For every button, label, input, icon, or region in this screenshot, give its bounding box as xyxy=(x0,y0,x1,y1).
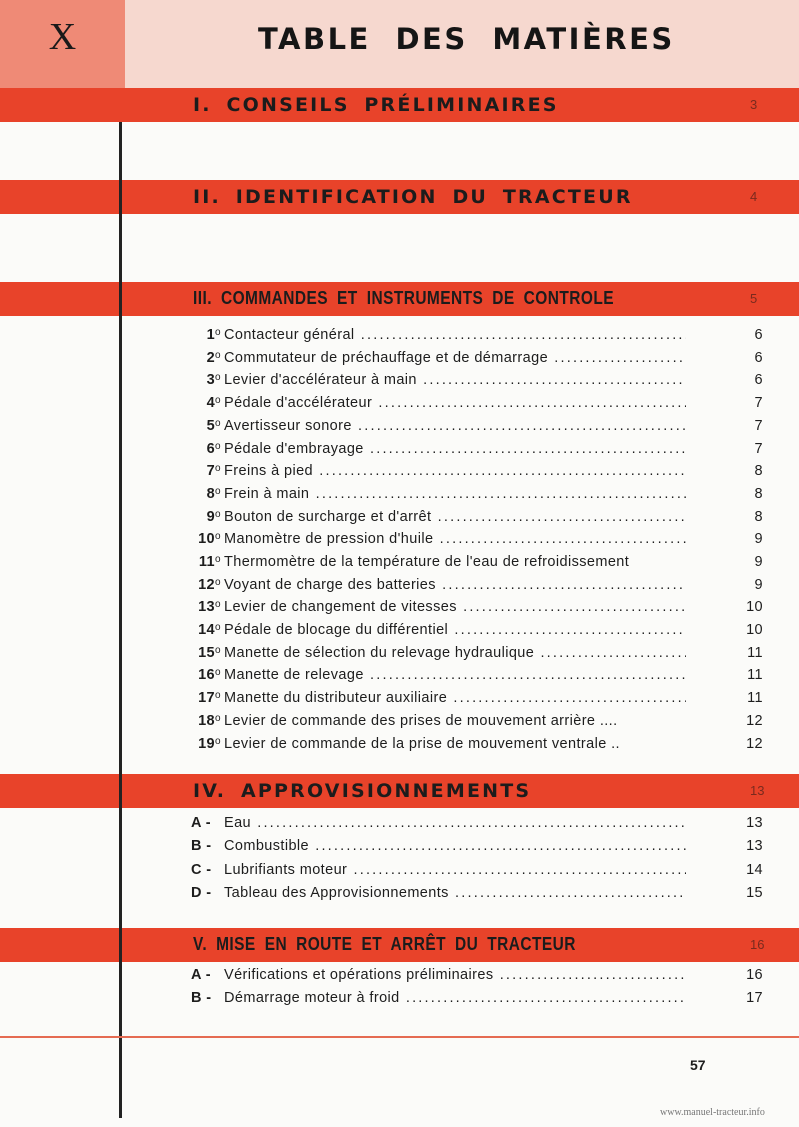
section-page: 3 xyxy=(750,97,758,112)
chapter-tab xyxy=(0,0,125,88)
toc-entry: 6$^o$ Pédale d'embrayage ..... 7 xyxy=(188,441,763,461)
toc-entry: 4$^o$ Pédale d'accélérateur ..... 7 xyxy=(188,395,763,415)
toc-entry: B - Démarrage moteur à froid ..... 17 xyxy=(188,990,763,1010)
toc-entry: 8$^o$ Frein à main ..... 8 xyxy=(188,486,763,506)
section-title: II. IDENTIFICATION DU TRACTEUR xyxy=(193,186,633,208)
toc-entry: 1$^o$ Contacteur général ..... 6 xyxy=(188,327,763,347)
page-number: 57 xyxy=(690,1057,706,1073)
toc-entry: A - Eau ..... 13 xyxy=(188,815,763,835)
toc-entry: 16$^o$ Manette de relevage ..... 11 xyxy=(188,667,763,687)
page-title: TABLE DES MATIÈRES xyxy=(258,22,675,56)
section-title: I. CONSEILS PRÉLIMINAIRES xyxy=(193,94,559,116)
toc-entry: 14$^o$ Pédale de blocage du différentiel ..... 10 xyxy=(188,622,763,642)
section-bar-conseils xyxy=(0,88,799,122)
toc-entry: 9$^o$ Bouton de surcharge et d'arrêt ..... 8 xyxy=(188,509,763,529)
margin-rule xyxy=(119,122,122,1118)
toc-entry: C - Lubrifiants moteur ..... 14 xyxy=(188,862,763,882)
section-title: IV. APPROVISIONNEMENTS xyxy=(193,780,532,802)
toc-entry: 17$^o$ Manette du distributeur auxiliaire ..... 11 xyxy=(188,690,763,710)
section-page: 16 xyxy=(750,937,765,952)
section-title: V. MISE EN ROUTE ET ARRÊT DU TRACTEUR xyxy=(193,934,576,954)
toc-entry: 7$^o$ Freins à pied ..... 8 xyxy=(188,463,763,483)
toc-entry: A - Vérifications et opérations préliminaires ..... 16 xyxy=(188,967,763,987)
toc-entry: 3$^o$ Levier d'accélérateur à main ..... 6 xyxy=(188,372,763,392)
toc-entry: 15$^o$ Manette de sélection du relevage hydraulique ..... 11 xyxy=(188,645,763,665)
toc-entry: 13$^o$ Levier de changement de vitesses ..... 10 xyxy=(188,599,763,619)
section-page: 4 xyxy=(750,189,758,204)
section-title: III. COMMANDES ET INSTRUMENTS DE CONTROLE xyxy=(193,288,614,308)
toc-entry: 10$^o$ Manomètre de pression d'huile ..... 9 xyxy=(188,531,763,551)
section-page: 13 xyxy=(750,783,765,798)
toc-entry: 12$^o$ Voyant de charge des batteries ..... 9 xyxy=(188,577,763,597)
toc-entry: 2$^o$ Commutateur de préchauffage et de démarrage ..... 6 xyxy=(188,350,763,370)
watermark: www.manuel-tracteur.info xyxy=(660,1107,765,1118)
toc-entry: 19$^o$ Levier de commande de la prise de mouvement ventrale .. 12 xyxy=(198,736,763,752)
toc-entry: 11$^o$ Thermomètre de la température de l'eau de refroidissement 9 xyxy=(198,554,763,570)
toc-entry: 5$^o$ Avertisseur sonore ..... 7 xyxy=(188,418,763,438)
bottom-rule xyxy=(0,1036,799,1038)
chapter-letter: X xyxy=(48,16,77,58)
section-page: 5 xyxy=(750,291,758,306)
toc-entry: D - Tableau des Approvisionnements ..... 15 xyxy=(188,885,763,905)
toc-entry: 18$^o$ Levier de commande des prises de mouvement arrière .... 12 xyxy=(198,713,763,729)
toc-entry: B - Combustible ..... 13 xyxy=(188,838,763,858)
